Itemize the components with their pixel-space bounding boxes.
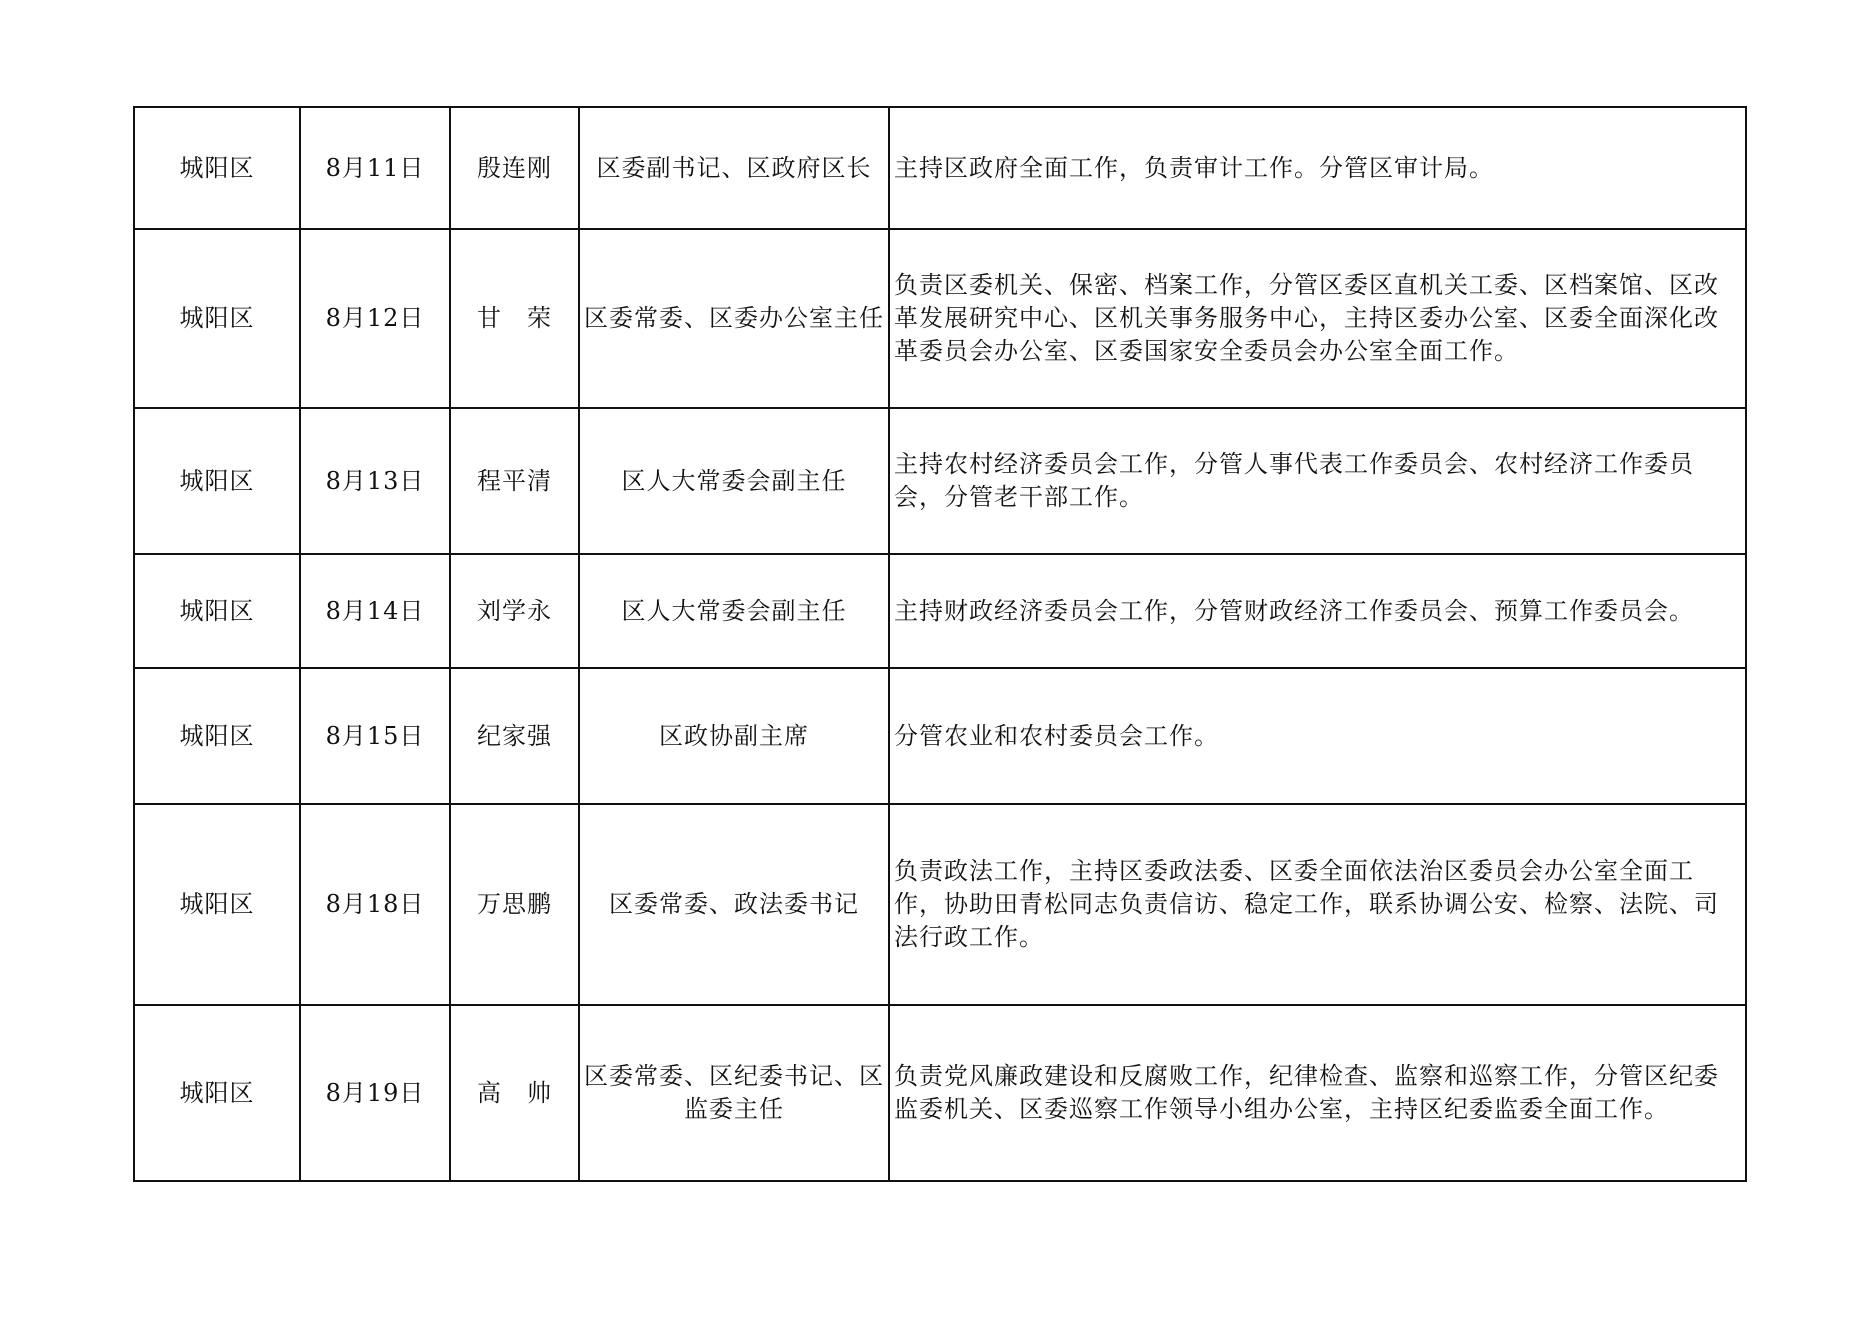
position-cell: 区委常委、区委办公室主任 xyxy=(579,229,889,408)
date-cell: 8月11日 xyxy=(300,107,450,229)
table-row xyxy=(134,229,1746,408)
name-cell: 高 帅 xyxy=(450,1005,579,1181)
date-cell: 8月19日 xyxy=(300,1005,450,1181)
district-cell: 城阳区 xyxy=(134,1005,300,1181)
table-row xyxy=(134,408,1746,554)
name-cell: 万思鹏 xyxy=(450,804,579,1005)
date-cell: 8月18日 xyxy=(300,804,450,1005)
duties-cell: 主持财政经济委员会工作，分管财政经济工作委员会、预算工作委员会。 xyxy=(889,554,1746,668)
name-cell: 纪家强 xyxy=(450,668,579,804)
table-row xyxy=(134,554,1746,668)
district-cell: 城阳区 xyxy=(134,668,300,804)
table-row xyxy=(134,107,1746,229)
district-cell: 城阳区 xyxy=(134,408,300,554)
name-cell: 殷连刚 xyxy=(450,107,579,229)
duties-cell: 负责区委机关、保密、档案工作，分管区委区直机关工委、区档案馆、区改革发展研究中心、区机关事务服务中心，主持区委办公室、区委全面深化改革委员会办公室、区委国家安全委员会办公室全面工作。 xyxy=(889,229,1746,408)
position-cell: 区委常委、政法委书记 xyxy=(579,804,889,1005)
district-cell: 城阳区 xyxy=(134,804,300,1005)
date-cell: 8月14日 xyxy=(300,554,450,668)
table-row xyxy=(134,804,1746,1005)
district-cell: 城阳区 xyxy=(134,229,300,408)
position-cell: 区人大常委会副主任 xyxy=(579,554,889,668)
table-row xyxy=(134,668,1746,804)
name-cell: 甘 荣 xyxy=(450,229,579,408)
date-cell: 8月15日 xyxy=(300,668,450,804)
officials-table xyxy=(133,106,1747,1182)
table-row xyxy=(134,1005,1746,1181)
position-cell: 区政协副主席 xyxy=(579,668,889,804)
date-cell: 8月12日 xyxy=(300,229,450,408)
duties-cell: 负责政法工作，主持区委政法委、区委全面依法治区委员会办公室全面工作，协助田青松同志负责信访、稳定工作，联系协调公安、检察、法院、司法行政工作。 xyxy=(889,804,1746,1005)
duties-cell: 主持农村经济委员会工作，分管人事代表工作委员会、农村经济工作委员会，分管老干部工作。 xyxy=(889,408,1746,554)
duties-cell: 主持区政府全面工作，负责审计工作。分管区审计局。 xyxy=(889,107,1746,229)
position-cell: 区委常委、区纪委书记、区监委主任 xyxy=(579,1005,889,1181)
position-cell: 区委副书记、区政府区长 xyxy=(579,107,889,229)
name-cell: 程平清 xyxy=(450,408,579,554)
date-cell: 8月13日 xyxy=(300,408,450,554)
district-cell: 城阳区 xyxy=(134,107,300,229)
duties-cell: 负责党风廉政建设和反腐败工作，纪律检查、监察和巡察工作，分管区纪委监委机关、区委巡察工作领导小组办公室，主持区纪委监委全面工作。 xyxy=(889,1005,1746,1181)
position-cell: 区人大常委会副主任 xyxy=(579,408,889,554)
district-cell: 城阳区 xyxy=(134,554,300,668)
duties-cell: 分管农业和农村委员会工作。 xyxy=(889,668,1746,804)
name-cell: 刘学永 xyxy=(450,554,579,668)
